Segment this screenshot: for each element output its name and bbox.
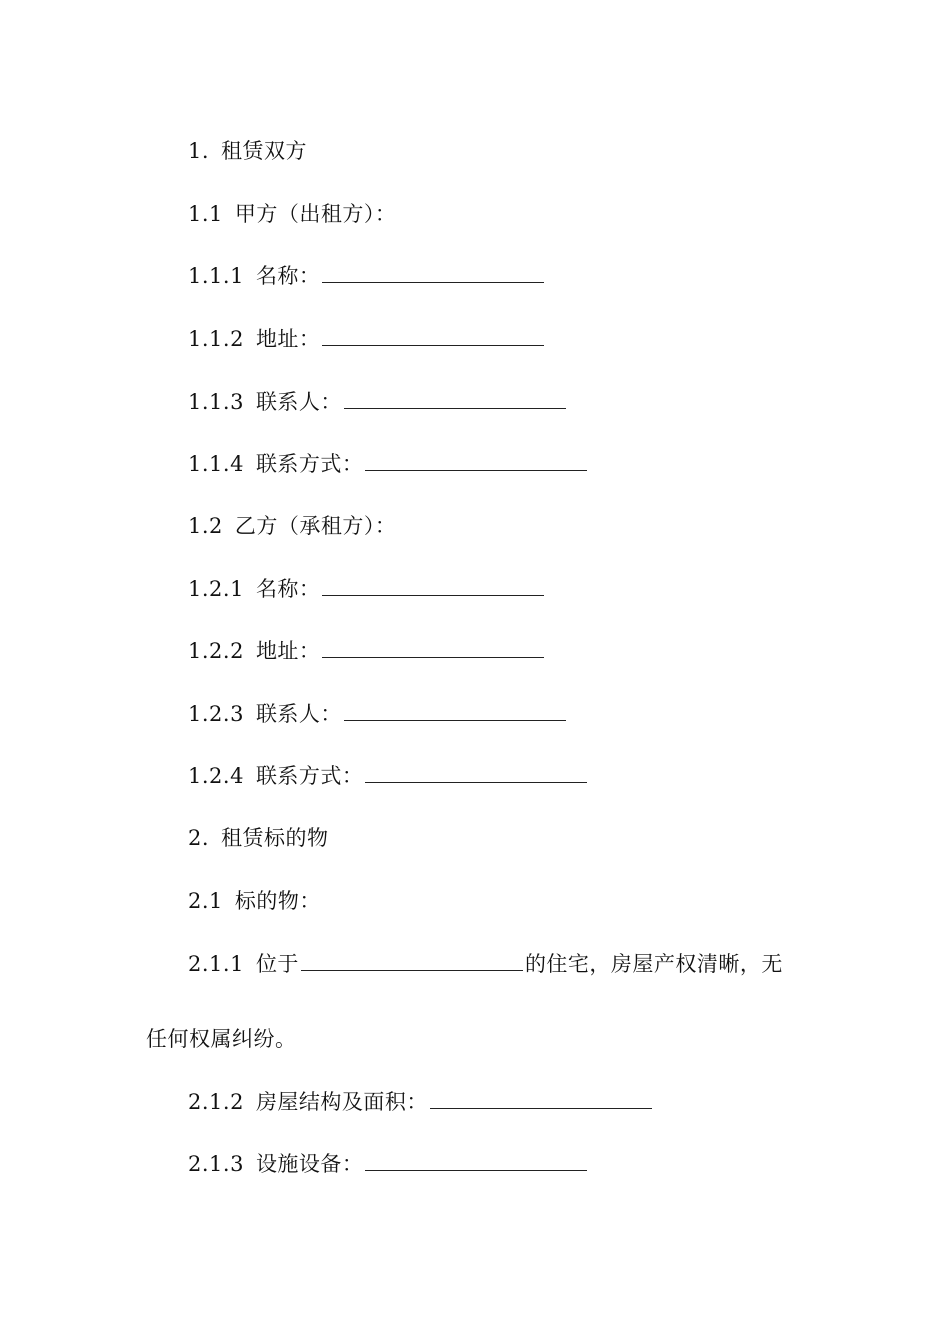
clause-1-2-2 (188, 637, 546, 665)
clause-number: 1.1.2 (188, 327, 244, 351)
clause-2-1-1-continuation (146, 1025, 297, 1053)
clause-2-1-2 (188, 1088, 654, 1116)
clause-number: 1.2.4 (188, 764, 244, 788)
clause-text: 乙方（承租方）： (234, 514, 397, 538)
clause-2-1-3 (188, 1150, 589, 1178)
clause-1-2-3 (188, 700, 568, 728)
clause-text: 租赁双方 (221, 139, 308, 163)
clause-number: 2.1 (188, 889, 223, 913)
fill-in-blank[interactable] (344, 700, 566, 721)
fill-in-blank[interactable] (322, 575, 544, 596)
fill-in-blank[interactable] (322, 325, 544, 346)
clause-1-1-4 (188, 450, 589, 478)
clause-number: 1.1 (188, 202, 223, 226)
clause-text: 联系人： (255, 390, 342, 414)
clause-1-1 (188, 200, 396, 228)
clause-number: 2.1.3 (188, 1152, 244, 1176)
clause-text: 标的物： (234, 889, 321, 913)
clause-2-1-1 (188, 950, 783, 978)
fill-in-blank[interactable] (322, 262, 544, 283)
clause-number: 2. (188, 826, 210, 850)
clause-text: 租赁标的物 (221, 826, 329, 850)
clause-text-after: 的住宅，房屋产权清晰，无 (524, 952, 783, 976)
clause-text: 联系方式： (255, 764, 364, 788)
clause-number: 1.2.1 (188, 577, 244, 601)
clause-number: 1.1.3 (188, 390, 244, 414)
clause-text: 名称： (255, 264, 321, 288)
clause-1-2-4 (188, 762, 589, 790)
clause-text: 名称： (255, 577, 321, 601)
clause-text: 地址： (255, 639, 321, 663)
clause-text: 设施设备： (255, 1152, 364, 1176)
fill-in-blank[interactable] (430, 1088, 652, 1109)
clause-1-1-3 (188, 388, 568, 416)
clause-number: 1.2.3 (188, 702, 244, 726)
clause-1-1-2 (188, 325, 546, 353)
clause-number: 1.1.4 (188, 452, 244, 476)
clause-number: 2.1.2 (188, 1090, 244, 1114)
clause-1-1-1 (188, 262, 546, 290)
fill-in-blank[interactable] (344, 388, 566, 409)
clause-2-1 (188, 887, 321, 915)
clause-1-2 (188, 512, 396, 540)
fill-in-blank[interactable] (301, 950, 523, 971)
clause-text: 甲方（出租方）： (234, 202, 397, 226)
fill-in-blank[interactable] (365, 450, 587, 471)
clause-text: 联系人： (255, 702, 342, 726)
clause-text: 地址： (255, 327, 321, 351)
clause-number: 1.2.2 (188, 639, 244, 663)
clause-number: 2.1.1 (188, 952, 244, 976)
clause-text: 位于 (255, 952, 299, 976)
fill-in-blank[interactable] (365, 762, 587, 783)
section-heading-2 (188, 824, 329, 852)
clause-text: 房屋结构及面积： (255, 1090, 428, 1114)
fill-in-blank[interactable] (322, 637, 544, 658)
fill-in-blank[interactable] (365, 1150, 587, 1171)
clause-number: 1.2 (188, 514, 223, 538)
clause-number: 1.1.1 (188, 264, 244, 288)
clause-1-2-1 (188, 575, 546, 603)
continuation-text: 任何权属纠纷。 (146, 1027, 297, 1051)
section-heading-1 (188, 137, 307, 165)
clause-text: 联系方式： (255, 452, 364, 476)
clause-number: 1. (188, 139, 210, 163)
